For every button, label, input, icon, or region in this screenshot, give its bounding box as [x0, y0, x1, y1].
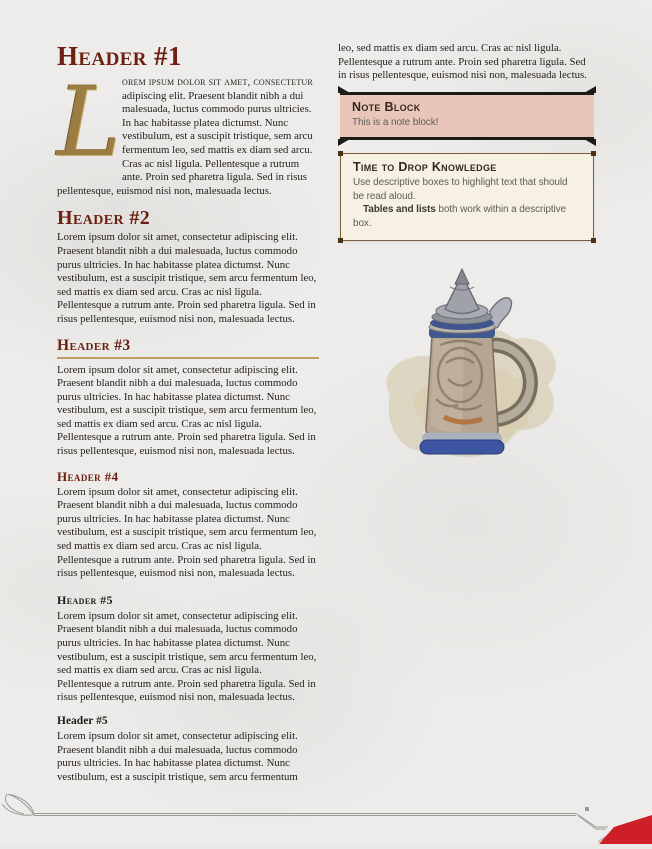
header-5-smallcaps: Header #5 [57, 592, 113, 607]
descriptive-box-corner-dot-top-left [338, 151, 343, 156]
beer-stein-image [362, 267, 572, 477]
paragraph-dropcap [57, 66, 319, 198]
descriptive-box-corner-dot-bottom-right [591, 238, 596, 243]
descriptive-box-bold-text: Tables and lists [363, 204, 436, 216]
note-corner-wing-top-left [338, 86, 350, 93]
lead-smallcaps-text: orem ipsum dolor sit amet, consectetur [122, 76, 313, 88]
paragraph-4: Lorem ipsum dolor sit amet, consectetur adipiscing elit. Praesent blandit nibh a dui malesuada, luctus commodo purus ultricies. In hac habitasse platea dictumst. Nunc vestibulum, est a suscipit tristique, sem arcu fermentum leo, sed mattis ex diam sed arcu. Cras ac nisl ligula. Pellentesque a rutrum ante. Proin sed pharetra ligula. Sed in risus pellentesque, euismod nisi non, malesuada lectus. [57, 485, 317, 580]
descriptive-box-corner-dot-top-right [591, 151, 596, 156]
paragraph-3: Lorem ipsum dolor sit amet, consectetur adipiscing elit. Praesent blandit nibh a dui malesuada, luctus commodo purus ultricies. In hac habitasse platea dictumst. Nunc vestibulum, est a suscipit tristique, sem arcu fermentum leo, sed mattis ex diam sed arcu. Cras ac nisl ligula. Pellentesque a rutrum ante. Proin sed pharetra ligula. Sed in risus pellentesque, euismod nisi non, malesuada lectus. [57, 363, 317, 458]
paragraph-6-truncated: Lorem ipsum dolor sit amet, consectetur adipiscing elit. Praesent blandit nibh a dui malesuada, luctus commodo purus ultricies. In hac habitasse platea dictumst. Nunc vestibulum, est a suscipit tristique, sem arcu fermentum [57, 729, 298, 783]
descriptive-box-title: Time to Drop Knowledge [353, 160, 497, 175]
dropcap-letter-L: L [57, 66, 121, 178]
header-4: Header #4 [57, 468, 119, 484]
descriptive-box-corner-dot-bottom-left [338, 238, 343, 243]
stein-base-blue-band [420, 440, 504, 454]
paragraph-2: Lorem ipsum dolor sit amet, consectetur adipiscing elit. Praesent blandit nibh a dui malesuada, luctus commodo purus ultricies. In hac habitasse platea dictumst. Nunc vestibulum, est a suscipit tristique, sem arcu fermentum leo, sed mattis ex diam sed arcu. Cras ac nisl ligula. Pellentesque a rutrum ante. Proin sed pharetra ligula. Sed in risus pellentesque, euismod nisi non, malesuada lectus. [57, 231, 317, 325]
note-corner-wing-bottom-left [338, 139, 350, 146]
paragraph-1-rest: adipiscing elit. Praesent blandit nibh a dui malesuada, luctus commodo purus ultricies. In hac habitasse platea dictumst. Nunc vestibulum, est a suscipit tristique, sem arcu fermentum leo, sed mattis ex diam sed arcu. Cras ac nisl ligula. Pellentesque a rutrum ante. Proin sed pharetra ligula. Sed in risus pellentesque, euismod nisi non, malesuada lectus. [57, 89, 313, 197]
paragraph-5: Lorem ipsum dolor sit amet, consectetur adipiscing elit. Praesent blandit nibh a dui malesuada, luctus commodo purus ultricies. In hac habitasse platea dictumst. Nunc vestibulum, est a suscipit tristique, sem arcu fermentum leo, sed mattis ex diam sed arcu. Cras ac nisl ligula. Pellentesque a rutrum ante. Proin sed pharetra ligula. Sed in risus pellentesque, euismod nisi non, malesuada lectus. [57, 609, 317, 704]
footer-ornament-svg [0, 794, 652, 844]
footer-rule-lines [2, 794, 620, 842]
header-1: Header #1 [57, 41, 182, 71]
note-block [340, 92, 594, 141]
note-block-body: This is a note block! [352, 116, 439, 128]
beer-stein-illustration-svg [362, 267, 572, 472]
descriptive-box-line-2-rest: both work within a descriptive box. [353, 204, 566, 229]
descriptive-box-line-2 [353, 203, 581, 230]
descriptive-box-line-1: Use descriptive boxes to highlight text that should be read aloud. [353, 177, 568, 202]
stein-lid-finial [455, 269, 469, 284]
page-footer [0, 794, 652, 844]
descriptive-box [340, 153, 594, 241]
footer-square-dot [585, 807, 589, 811]
note-corner-wing-top-right [584, 86, 596, 93]
note-block-title: Note Block [352, 99, 421, 114]
header-2: Header #2 [57, 207, 151, 230]
paragraph-continuation: leo, sed mattis ex diam sed arcu. Cras ac nisl ligula. Pellentesque a rutrum ante. Proin sed pharetra ligula. Sed in risus pellentesque, euismod nisi non, malesuada lectus. [338, 42, 587, 82]
footer-red-corner-triangle [599, 815, 652, 844]
header-3: Header #3 [57, 337, 319, 359]
header-5-bold: Header #5 [57, 714, 108, 727]
left-column [57, 42, 319, 793]
right-column [338, 42, 596, 793]
note-corner-wing-bottom-right [584, 139, 596, 146]
